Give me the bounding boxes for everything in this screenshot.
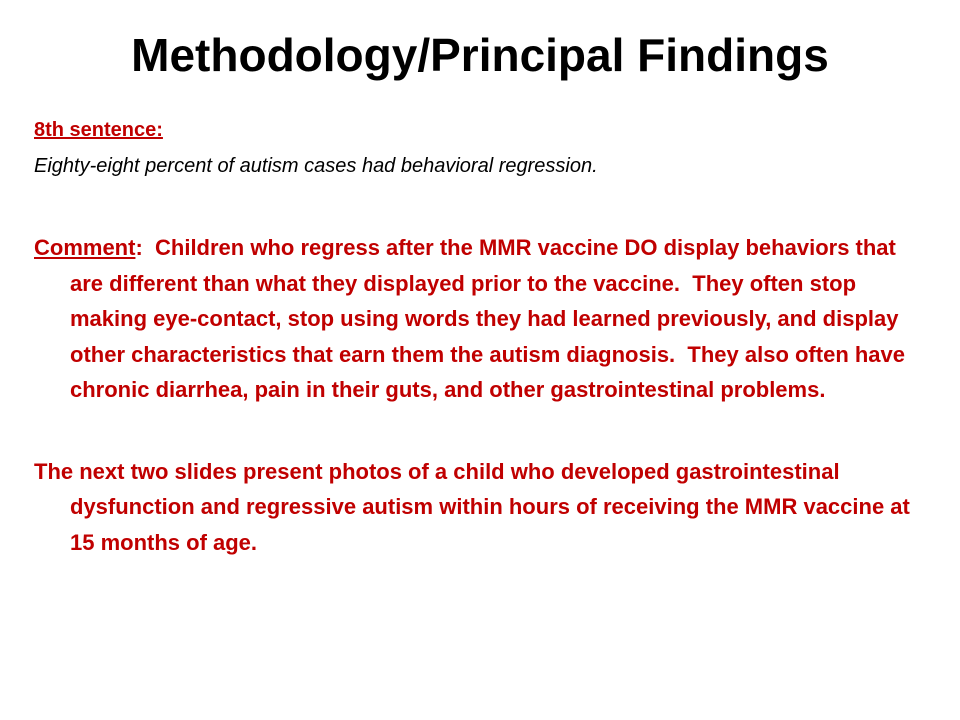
next-slides-paragraph: The next two slides present photos of a child who developed gastrointestinal dysfunction and regressive autism within hours of receiving the MMR vaccine at 15 months of age. bbox=[34, 458, 910, 555]
slide-title: Methodology/Principal Findings bbox=[131, 29, 829, 81]
comment-label: Comment bbox=[34, 235, 136, 260]
comment-text: Children who regress after the MMR vaccine DO display behaviors that are different than what they displayed prior to the vaccine. They often stop making eye-contact, stop using words they had learned previously, and display other characteristics that earn them the autism diagnosis. They also often have chronic diarrhea, pain in their guts, and other gastrointestinal problems. bbox=[70, 235, 912, 402]
slide-body bbox=[34, 116, 914, 560]
sentence-text: Eighty-eight percent of autism cases had behavioral regression. bbox=[34, 155, 598, 177]
comment-colon: : bbox=[135, 235, 143, 260]
sentence-label: 8th sentence: bbox=[34, 119, 163, 141]
comment-paragraph bbox=[34, 230, 914, 408]
